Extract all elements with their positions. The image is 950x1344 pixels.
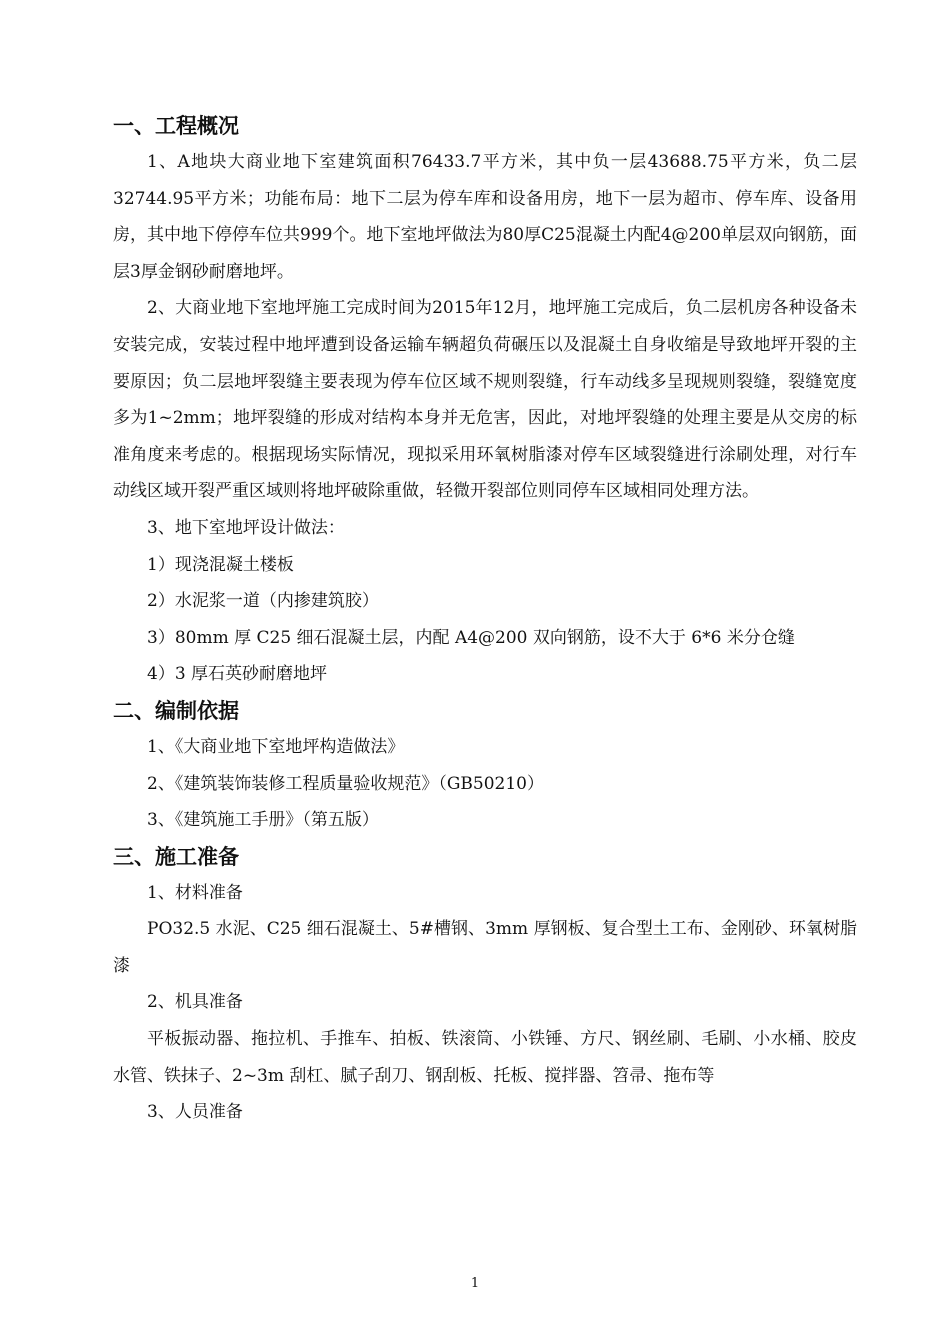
design-item-4: 4）3 厚石英砂耐磨地坪: [147, 664, 328, 685]
section-heading-preparation: 三、施工准备: [113, 843, 239, 869]
basis-item-1: 1、《大商业地下室地坪构造做法》: [147, 736, 405, 757]
overview-paragraph-2: 2、大商业地下室地坪施工完成时间为2015年12月，地坪施工完成后，负二层机房各种设备未安装完成，安装过程中地坪遭到设备运输车辆超负荷碾压以及混凝土自身收缩是导致地坪开裂的主要原因；负二层地坪裂缝主要表现为停车位区域不规则裂缝，行车动线多呈现规则裂缝，裂缝宽度多为1~2mm；地坪裂缝的形成对结构本身并无危害，因此，对地坪裂缝的处理主要是从交房的标准角度来考虑的。根据现场实际情况，现拟采用环氧树脂漆对停车区域裂缝进行涂刷处理，对行车动线区域开裂严重区域则将地坪破除重做，轻微开裂部位则同停车区域相同处理方法。: [113, 298, 857, 502]
design-item-1: 1）现浇混凝土楼板: [147, 554, 294, 575]
overview-paragraph-3: 3、地下室地坪设计做法：: [147, 517, 345, 538]
equipment-list: 平板振动器、拖拉机、手推车、拍板、铁滚筒、小铁锤、方尺、钢丝刷、毛刷、小水桶、胶皮水管、铁抹子、2~3m 刮杠、腻子刮刀、钢刮板、托板、搅拌器、笤帚、拖布等: [113, 1029, 857, 1086]
material-list: PO32.5 水泥、C25 细石混凝土、5#槽钢、3mm 厚钢板、复合型土工布、金刚砂、环氧树脂漆: [113, 919, 857, 976]
overview-paragraph-1: 1、A地块大商业地下室建筑面积76433.7平方米，其中负一层43688.75平方米，负二层32744.95平方米；功能布局：地下二层为停车库和设备用房，地下一层为超市、停车库、设备用房，其中地下停停车位共999个。地下室地坪做法为80厚C25混凝土内配4@200单层双向钢筋，面层3厚金钢砂耐磨地坪。: [113, 152, 857, 282]
staff-prep-heading: 3、人员准备: [147, 1102, 243, 1123]
basis-item-2: 2、《建筑装饰装修工程质量验收规范》（GB50210）: [147, 773, 544, 794]
design-item-3: 3）80mm 厚 C25 细石混凝土层，内配 A4@200 双向钢筋，设不大于 6*6 米分仓缝: [147, 627, 795, 648]
design-item-2: 2）水泥浆一道（内掺建筑胶）: [147, 591, 379, 612]
material-prep-heading: 1、材料准备: [147, 882, 243, 903]
equipment-prep-heading: 2、机具准备: [147, 992, 243, 1013]
document-body: [113, 108, 857, 1131]
page-number: 1: [470, 1276, 480, 1291]
section-heading-basis: 二、编制依据: [113, 697, 239, 723]
section-heading-overview: 一、工程概况: [113, 113, 239, 138]
basis-item-3: 3、《建筑施工手册》（第五版）: [147, 810, 379, 831]
